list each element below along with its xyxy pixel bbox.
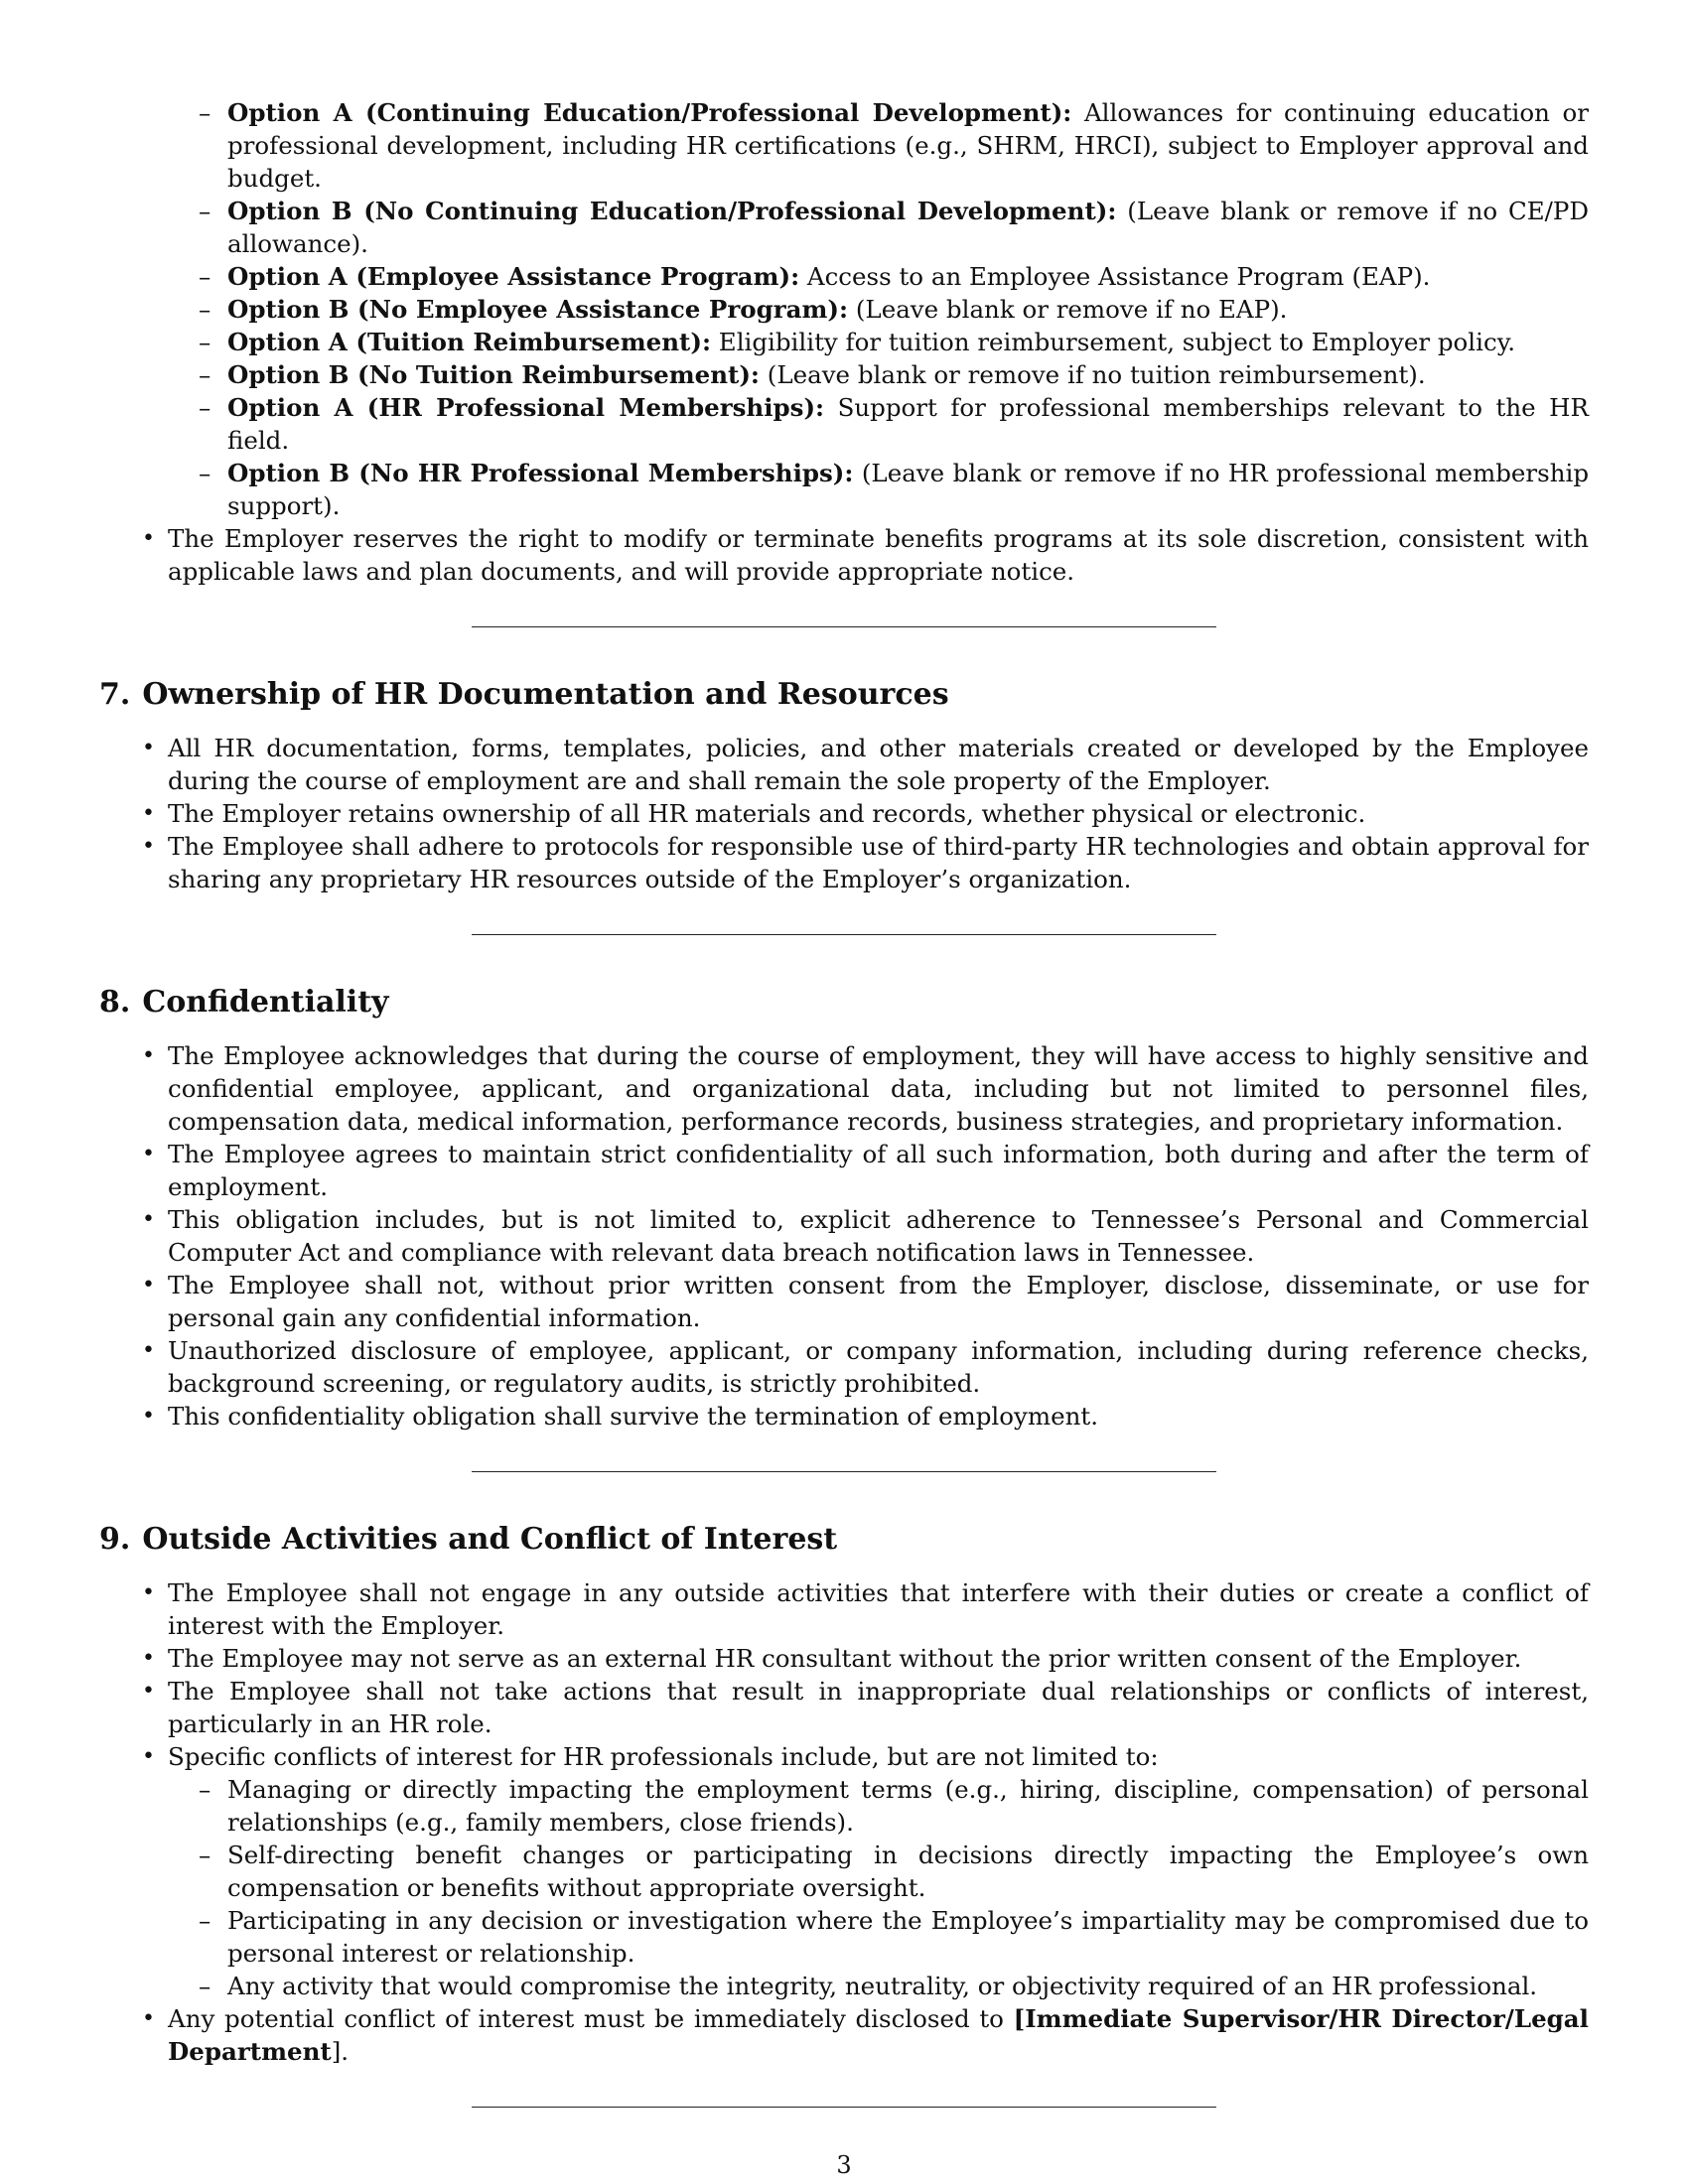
- section-9-heading: 9. Outside Activities and Conflict of Interest: [99, 1522, 838, 1557]
- benefit-option-item: – Option B (No Continuing Education/Professional Development): (Leave blank or remove if no CE/PD allowance).: [227, 195, 1589, 260]
- section-divider: [472, 2107, 1216, 2108]
- benefit-options-list: [99, 96, 1589, 522]
- section-8-heading: 8. Confidentiality: [99, 985, 389, 1020]
- sub-list-item: – Self-directing benefit changes or participating in decisions directly impacting the Employee’s own compensation or benefits without appropriate oversight.: [227, 1839, 1589, 1904]
- section-7-list: [99, 732, 1589, 895]
- section-9-list: [99, 1576, 1589, 2068]
- benefit-option-item: – Option B (No HR Professional Memberships): (Leave blank or remove if no HR professional membership support).: [227, 457, 1589, 522]
- benefit-option-item: – Option B (No Tuition Reimbursement): (Leave blank or remove if no tuition reimbursement).: [227, 358, 1589, 391]
- list-item: • Any potential conflict of interest must be immediately disclosed to [Immediate Supervisor/HR Director/Legal Department].: [168, 2002, 1589, 2068]
- list-item: • The Employee shall adhere to protocols for responsible use of third-party HR technologies and obtain approval for sharing any proprietary HR resources outside of the Employer’s organization.: [168, 830, 1589, 895]
- section-divider: [472, 626, 1216, 627]
- list-item: • The Employee shall not engage in any outside activities that interfere with their duties or create a conflict of interest with the Employer.: [168, 1576, 1589, 1642]
- page-number: 3: [836, 2151, 852, 2179]
- conflicts-sublist: [168, 1773, 1589, 2002]
- list-item: • This obligation includes, but is not limited to, explicit adherence to Tennessee’s Personal and Commercial Computer Act and compliance with relevant data breach notification laws in Tennessee.: [168, 1203, 1589, 1269]
- section-divider: [472, 934, 1216, 935]
- benefits-closing-list: [99, 522, 1589, 588]
- section-7-heading: 7. Ownership of HR Documentation and Resources: [99, 677, 949, 712]
- list-item: • The Employee agrees to maintain strict confidentiality of all such information, both during and after the term of employment.: [168, 1138, 1589, 1203]
- benefit-option-item: – Option A (Employee Assistance Program): Access to an Employee Assistance Program (EAP).: [227, 260, 1589, 293]
- list-item: • The Employer reserves the right to modify or terminate benefits programs at its sole discretion, consistent with applicable laws and plan documents, and will provide appropriate notice.: [168, 522, 1589, 588]
- section-divider: [472, 1471, 1216, 1472]
- list-item: • Unauthorized disclosure of employee, applicant, or company information, including during reference checks, background screening, or regulatory audits, is strictly prohibited.: [168, 1334, 1589, 1400]
- benefit-option-item: – Option A (Tuition Reimbursement): Eligibility for tuition reimbursement, subject to Employer policy.: [227, 326, 1589, 358]
- list-item: • The Employee may not serve as an external HR consultant without the prior written consent of the Employer.: [168, 1642, 1589, 1675]
- list-item: • All HR documentation, forms, templates, policies, and other materials created or developed by the Employee during the course of employment are and shall remain the sole property of the Employer.: [168, 732, 1589, 797]
- list-item: • The Employer retains ownership of all HR materials and records, whether physical or electronic.: [168, 797, 1589, 830]
- section-8-list: [99, 1039, 1589, 1433]
- list-item: • The Employee shall not take actions that result in inappropriate dual relationships or conflicts of interest, particularly in an HR role.: [168, 1675, 1589, 1740]
- benefit-option-item: – Option B (No Employee Assistance Program): (Leave blank or remove if no EAP).: [227, 293, 1589, 326]
- benefit-option-item: – Option A (Continuing Education/Professional Development): Allowances for continuing education or professional development, including HR certifications (e.g., SHRM, HRCI), subject to Employer approval and budget.: [227, 96, 1589, 195]
- list-item: • This confidentiality obligation shall survive the termination of employment.: [168, 1400, 1589, 1433]
- conflicts-intro-text: Specific conflicts of interest for HR professionals include, but are not limited to:: [168, 1742, 1159, 1771]
- sub-list-item: – Managing or directly impacting the employment terms (e.g., hiring, discipline, compensation) of personal relationships (e.g., family members, close friends).: [227, 1773, 1589, 1839]
- disclosure-party: [Immediate Supervisor/HR Director/Legal Department: [168, 2004, 1589, 2066]
- sub-list-item: – Participating in any decision or investigation where the Employee’s impartiality may be compromised due to personal interest or relationship.: [227, 1904, 1589, 1970]
- list-item: • The Employee shall not, without prior written consent from the Employer, disclose, disseminate, or use for personal gain any confidential information.: [168, 1269, 1589, 1334]
- list-item: [168, 1740, 1589, 2002]
- sub-list-item: – Any activity that would compromise the integrity, neutrality, or objectivity required of an HR professional.: [227, 1970, 1589, 2002]
- benefit-option-item: – Option A (HR Professional Memberships): Support for professional memberships relevant to the HR field.: [227, 391, 1589, 457]
- list-item: • The Employee acknowledges that during the course of employment, they will have access to highly sensitive and confidential employee, applicant, and organizational data, including but not limited to personnel files, compensation data, medical information, performance records, business strategies, and proprietary information.: [168, 1039, 1589, 1138]
